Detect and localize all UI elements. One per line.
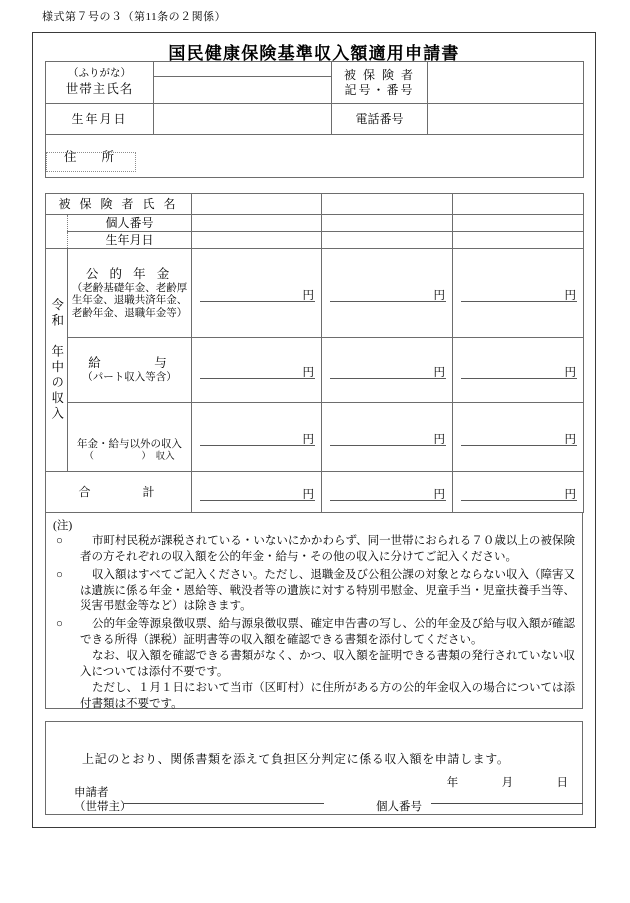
form-sheet xyxy=(32,32,596,828)
note-paragraph: 公的年金等源泉徴収票、給与源泉徴収票、確定申告書の写し、公的年金及び給与収入額が確認できる所得（課税）証明書等の収入額を確認できる書類を添付してください。 xyxy=(80,618,575,647)
declaration-date-row[interactable] xyxy=(406,774,568,790)
table-row-public-pension xyxy=(46,249,584,338)
other-income-label-cell xyxy=(68,403,192,472)
table-row xyxy=(46,104,584,135)
salary-sublabel: （パート収入等含） xyxy=(82,372,177,384)
address-label: 住 所 xyxy=(64,150,115,164)
other-income-amount-1[interactable] xyxy=(192,403,322,472)
note-body-1 xyxy=(80,534,575,566)
birthdate-label: 生年月日 xyxy=(68,232,192,249)
furigana-label: （ふりがな） xyxy=(68,68,131,80)
insured-name-input-3[interactable] xyxy=(453,194,584,215)
birthdate-input-1[interactable] xyxy=(192,232,322,249)
phone-label: 電話番号 xyxy=(332,104,428,135)
insured-name-label: 被 保 険 者 氏 名 xyxy=(46,194,192,215)
applicant-signature-input[interactable] xyxy=(124,803,324,804)
note-paragraph: ただし、１月１日において当市（区町村）に住所がある方の公的年金収入の場合については添付書類は不要です。 xyxy=(80,681,575,710)
form-number: 様式第７号の３（第11条の２関係） xyxy=(42,11,227,23)
table-row xyxy=(46,62,584,77)
my-number-label: 個人番号 xyxy=(68,215,192,232)
yen-unit: 円 xyxy=(302,289,315,302)
amount-line xyxy=(330,445,446,446)
date-month-label: 月 xyxy=(501,777,514,789)
public-pension-label: 公 的 年 金 xyxy=(85,266,174,281)
yen-unit: 円 xyxy=(433,488,446,501)
yen-unit: 円 xyxy=(564,488,577,501)
note-bullet-icon: ○ xyxy=(56,535,63,547)
amount-line xyxy=(461,378,577,379)
birthdate-input[interactable] xyxy=(154,104,332,135)
amount-line xyxy=(461,301,577,302)
note-body-2 xyxy=(80,568,575,616)
table-row-total xyxy=(46,472,584,513)
note-body-3 xyxy=(80,617,575,712)
era-year-vertical-label-cell xyxy=(46,249,68,472)
yen-unit: 円 xyxy=(302,488,315,501)
salary-amount-2[interactable] xyxy=(322,338,453,403)
yen-unit: 円 xyxy=(433,433,446,446)
amount-line xyxy=(330,378,446,379)
other-income-amount-2[interactable] xyxy=(322,403,453,472)
date-day-label: 日 xyxy=(556,777,568,789)
householder-name-label: 世帯主氏名 xyxy=(65,82,134,97)
total-label: 合 計 xyxy=(46,472,192,513)
other-income-amount-3[interactable] xyxy=(453,403,584,472)
era-year-vertical-label: 令和 年中の収入 xyxy=(49,298,64,422)
phone-input[interactable] xyxy=(428,104,584,135)
public-pension-sublabel: （老齢基礎年金、老齢厚生年金、退職共済年金、老齢年金、退職年金等） xyxy=(71,283,188,319)
my-number-input-3[interactable] xyxy=(453,215,584,232)
insured-symbol-number-input[interactable] xyxy=(428,62,584,104)
yen-unit: 円 xyxy=(564,433,577,446)
notes-heading: (注) xyxy=(53,520,73,532)
amount-line xyxy=(330,500,446,501)
note-item-3 xyxy=(53,617,575,712)
spacer-cell xyxy=(46,232,68,249)
note-bullet-icon: ○ xyxy=(56,618,63,631)
declaration-my-number-input[interactable] xyxy=(431,803,583,804)
birthdate-label: 生年月日 xyxy=(46,104,154,135)
total-amount-3[interactable] xyxy=(453,472,584,513)
note-item-2 xyxy=(53,568,575,616)
householder-name-input[interactable] xyxy=(154,77,332,104)
householder-name-label-cell xyxy=(46,62,154,104)
salary-label: 給 与 xyxy=(88,356,171,371)
furigana-input[interactable] xyxy=(154,62,332,77)
amount-line xyxy=(200,378,315,379)
address-cell[interactable] xyxy=(46,135,584,178)
insured-name-input-1[interactable] xyxy=(192,194,322,215)
applicant-header-table xyxy=(45,61,584,178)
insured-name-input-2[interactable] xyxy=(322,194,453,215)
date-year-label: 年 xyxy=(446,777,459,789)
table-row-my-number xyxy=(46,215,584,232)
table-row-birthdate xyxy=(46,232,584,249)
note-paragraph: 市町村民税が課税されている・いないにかかわらず、同一世帯におられる７０歳以上の被保険者の方それぞれの収入額を公的年金・給与・その他の収入に分けてご記入ください。 xyxy=(80,535,575,563)
declaration-statement: 上記のとおり、関係書類を添えて負担区分判定に係る収入額を申請します。 xyxy=(82,752,510,766)
applicant-label xyxy=(74,786,132,815)
total-amount-1[interactable] xyxy=(192,472,322,513)
table-row-insured-name xyxy=(46,194,584,215)
salary-amount-3[interactable] xyxy=(453,338,584,403)
birthdate-input-2[interactable] xyxy=(322,232,453,249)
my-number-input-2[interactable] xyxy=(322,215,453,232)
notes-section xyxy=(45,512,583,709)
page-title: 国民健康保険基準収入額適用申請書 xyxy=(168,44,460,63)
public-pension-label-cell xyxy=(68,249,192,338)
income-table xyxy=(45,193,584,513)
spacer-cell xyxy=(46,215,68,232)
yen-unit: 円 xyxy=(433,289,446,302)
amount-line xyxy=(461,445,577,446)
declaration-section xyxy=(45,721,583,815)
insured-symbol-number-label-line1: 被 保 険 者 xyxy=(343,67,415,82)
table-row-other-income xyxy=(46,403,584,472)
other-income-sublabel: （ ） 収入 xyxy=(84,451,175,462)
table-row-salary xyxy=(46,338,584,403)
amount-line xyxy=(330,301,446,302)
address-postal-box[interactable] xyxy=(46,152,136,172)
yen-unit: 円 xyxy=(302,433,315,446)
yen-unit: 円 xyxy=(564,366,577,379)
public-pension-amount-3[interactable] xyxy=(453,249,584,338)
applicant-label-line2: （世帯主） xyxy=(74,801,132,814)
table-row xyxy=(46,135,584,178)
salary-label-cell xyxy=(68,338,192,403)
amount-line xyxy=(200,445,315,446)
note-bullet-icon: ○ xyxy=(56,568,63,581)
public-pension-amount-2[interactable] xyxy=(322,249,453,338)
yen-unit: 円 xyxy=(433,366,446,379)
insured-symbol-number-label-line2: 記号・番号 xyxy=(344,82,415,97)
note-paragraph: なお、収入額を確認できる書類がなく、かつ、収入額を証明できる書類の発行されていない収入については添付不要です。 xyxy=(80,650,575,678)
yen-unit: 円 xyxy=(564,289,577,302)
amount-line xyxy=(200,500,315,501)
note-item-1 xyxy=(53,534,575,566)
note-paragraph: 収入額はすべてご記入ください。ただし、退職金及び公租公課の対象とならない収入（障害又は遺族に係る年金・恩給等、戦没者等の遺族に対する特別弔慰金、児童手当・児童扶養手当等、災害弔慰金等など）は除きます。 xyxy=(80,568,575,613)
total-amount-2[interactable] xyxy=(322,472,453,513)
amount-line xyxy=(200,301,315,302)
my-number-input-1[interactable] xyxy=(192,215,322,232)
other-income-label: 年金・給与以外の収入 xyxy=(77,438,182,450)
applicant-label-line1: 申請者 xyxy=(74,787,109,799)
birthdate-input-3[interactable] xyxy=(453,232,584,249)
declaration-my-number-label: 個人番号 xyxy=(376,801,422,813)
salary-amount-1[interactable] xyxy=(192,338,322,403)
insured-symbol-number-label-cell xyxy=(332,62,428,104)
amount-line xyxy=(461,500,577,501)
yen-unit: 円 xyxy=(302,366,315,379)
public-pension-amount-1[interactable] xyxy=(192,249,322,338)
